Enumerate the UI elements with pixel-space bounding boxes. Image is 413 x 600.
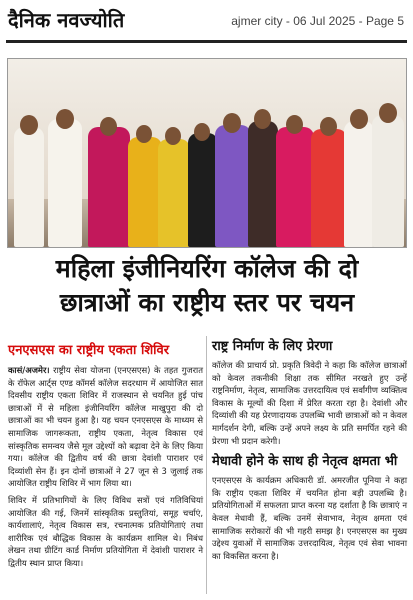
- photo-head-12: [379, 103, 397, 123]
- news-photo: [7, 58, 407, 248]
- photo-head-8: [254, 109, 271, 129]
- photo-person-1: [14, 127, 44, 247]
- photo-head-5: [165, 127, 181, 145]
- photo-head-7: [223, 113, 241, 133]
- left-paragraph-2: शिविर में प्रतिभागियों के लिए विविध सत्रों एवं गतिविधियां आयोजित की गई, जिनमें सांस्कृतिक प्रस्तुतियां, समूह चर्चाएं, कार्यशालाएं, नेतृत्व विकास सत्र, रचनात्मक प्रतियोगिताएं तथा शारीरिक एवं बौद्धिक विकास के कार्यक्रम शामिल थे। निबंध लेखन तथा ग्रीटिंग कार्ड निर्माण प्रतियोगिता में देवांशी पाराशर ने द्वितीय स्थान प्राप्त किया।: [8, 494, 203, 568]
- photo-person-3: [88, 127, 130, 247]
- photo-person-4: [128, 137, 162, 247]
- photo-head-4: [136, 125, 152, 143]
- photo-person-2: [48, 119, 82, 247]
- masthead-rule: [6, 40, 407, 43]
- photo-head-3: [100, 117, 117, 136]
- right-paragraph-1: कॉलेज की प्राचार्य प्रो. प्रकृति त्रिवेदी ने कहा कि कॉलेज छात्राओं को केवल तकनीकी शिक्षा तक सीमित नरखते हुए उन्हें राष्ट्रनिर्माण, नेतृत्व, सामाजिक उत्तरदायित्व एवं सर्वांगीण व्यक्तित्व विकास के मूल्यों की दिशा में प्रेरित करता रहा है। देवांशी और दिव्यांशी की यह प्रेरणादायक उपलब्धि भावी छात्राओं को न केवल मार्गदर्शन देगी, बल्कि उन्हें अपने लक्ष्य के प्रति समर्पित रहने की प्रेरणा भी प्रदान करेगी।: [212, 360, 407, 446]
- photo-head-6: [194, 123, 210, 141]
- right-subhead-2: मेधावी होने के साथ ही नेतृत्व क्षमता भी: [212, 454, 398, 470]
- headline-line-1: महिला इंजीनियरिंग कॉलेज की दो: [55, 254, 359, 283]
- dateline: कासं/अजमेर।: [8, 365, 50, 375]
- masthead: [6, 6, 406, 40]
- right-paragraph-2: एनएसएस के कार्यक्रम अधिकारी डॉ. अमरजीत पूनिया ने कहा कि राष्ट्रीय एकता शिविर में चयनित होना बड़ी उपलब्धि है। प्रतियोगिताओं में सफलता प्राप्त करना यह दर्शाता है कि छात्राएं न केवल मेधावी हैं, बल्कि उनमें सेवाभाव, नेतृत्व क्षमता एवं सामाजिक सरोकारों की भी गहरी समझ है। एनएसएस का मुख्य उद्देश्य युवाओं में सामाजिक उत्तरदायित्व, नेतृत्व एवं सेवा भावना का विकसित करना है।: [212, 475, 407, 561]
- photo-person-8: [248, 121, 278, 247]
- newspaper-name: दैनिक नवज्योति: [8, 8, 125, 32]
- photo-person-10: [311, 129, 347, 247]
- headline-line-2: छात्राओं का राष्ट्रीय स्तर पर चयन: [59, 288, 355, 317]
- photo-person-5: [158, 139, 190, 247]
- left-paragraph-1-text: राष्ट्रीय सेवा योजना (एनएसएस) के तहत गुजरात के रॉफेल आर्ट्स एण्ड कॉमर्स कॉलेज सदरधाम में आयोजित सात दिवसीय राष्ट्रीय एकता शिविर में राजस्थान से चयनित हुई पांच छात्राओं में से महिला इंजीनियरिंग कॉलेज माखुपुरा की दो छात्राओं का भी चयन हुआ है। यह चयन एनएसएस के माध्यम से सामाजिक जागरूकता, राष्ट्रीय एकता, नेतृत्व विकास एवं सांस्कृतिक समन्वय जैसे मूल उद्देश्यों को बढ़ावा देने के लिए किया गया। कॉलेज की द्वितीय वर्ष की छात्रा देवांशी पाराशर एवं दिव्यांशी सेन हैं। इन दोनों छात्राओं ने 27 जून से 3 जुलाई तक आयोजित राष्ट्रीय शिविर में भाग लिया था।: [8, 365, 203, 489]
- right-subhead-1: राष्ट्र निर्माण के लिए प्रेरणा: [212, 339, 333, 354]
- photo-person-6: [188, 133, 218, 247]
- left-paragraph-1: [8, 364, 203, 490]
- edition-info: ajmer city - 06 Jul 2025 - Page 5: [231, 14, 404, 28]
- photo-person-11: [344, 121, 374, 247]
- right-column: [212, 334, 407, 566]
- headline: [8, 252, 406, 320]
- left-column: [8, 340, 203, 574]
- photo-head-10: [320, 117, 337, 136]
- photo-head-2: [56, 109, 74, 129]
- photo-head-11: [350, 109, 368, 129]
- column-divider: [206, 336, 207, 594]
- photo-head-1: [20, 115, 38, 135]
- photo-person-7: [215, 125, 251, 247]
- left-kicker: एनएसएस का राष्ट्रीय एकता शिविर: [8, 343, 170, 358]
- photo-person-9: [276, 127, 314, 247]
- photo-person-12: [372, 115, 404, 247]
- photo-head-9: [286, 115, 303, 134]
